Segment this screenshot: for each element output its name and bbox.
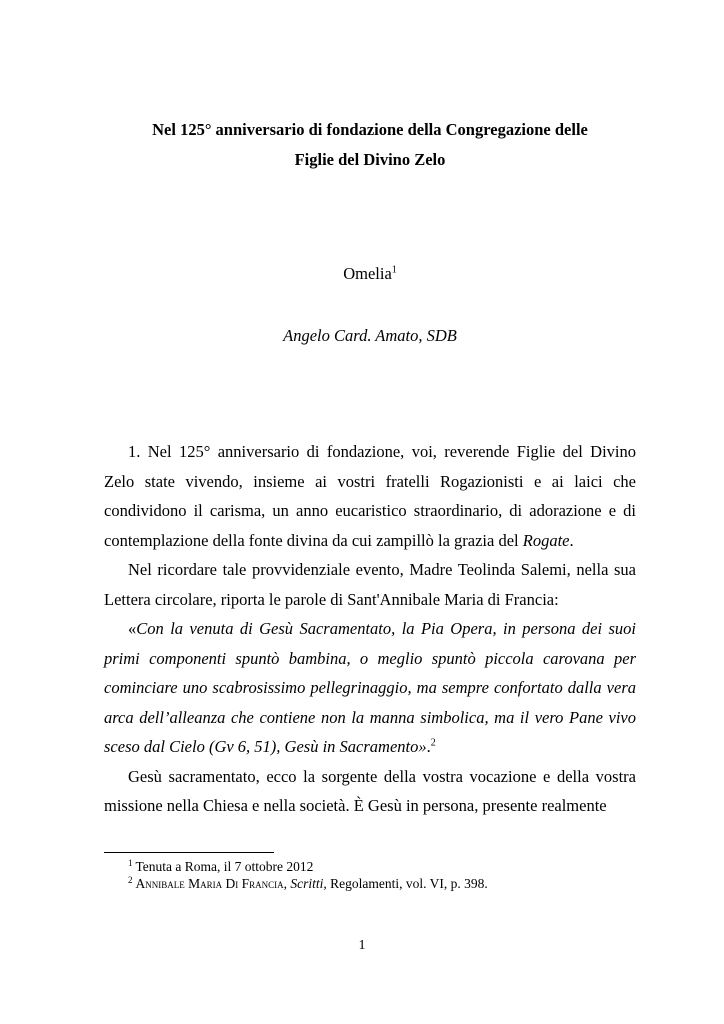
- page-number: 1: [358, 938, 366, 953]
- paragraph-1: [104, 437, 636, 555]
- footnote-2-number: 2: [128, 874, 133, 885]
- paragraph-2: Nel ricordare tale provvidenziale evento, Madre Teolinda Salemi, nella sua Lettera circolare, riporta le parole di Sant'Annibale Maria di Francia:: [104, 560, 636, 609]
- footnote-1: [128, 858, 628, 875]
- footnote-2: [128, 875, 628, 892]
- footnote-1-text: Tenuta a Roma, il 7 ottobre 2012: [135, 859, 314, 874]
- footnote-ref-1: 1: [391, 264, 397, 276]
- footnote-2-author: Annibale Maria Di Francia: [135, 876, 284, 891]
- paragraph-1-end: .: [569, 530, 574, 550]
- section-heading: [104, 264, 636, 284]
- quote-end: .: [426, 737, 431, 756]
- footnote-2-work: Scritti: [290, 876, 324, 891]
- paragraph-4: Gesù sacramentato, ecco la sorgente della vostra vocazione e della vostra missione nella Chiesa e nella società. È Gesù in persona, presente realmente: [104, 766, 636, 815]
- footnote-2-sep: ,: [283, 876, 291, 891]
- heading-text: Omelia: [343, 264, 392, 283]
- title-line-1: Nel 125° anniversario di fondazione della Congregazione delle: [152, 120, 588, 139]
- footnote-2-rest: , Regolamenti, vol. VI, p. 398.: [323, 876, 488, 891]
- footnote-divider: [104, 852, 274, 853]
- quote-text: Con la venuta di Gesù Sacramentato, la Pia Opera, in persona dei suoi primi componenti spuntò bambina, o meglio spuntò piccola carovana per cominciare uno scabrosissimo pellegrinaggio, ma sempre confortato dalla vera arca dell’alleanza che contiene non la manna simbolica, ma il vero Pane vivo sceso dal Cielo (Gv 6, 51), Gesù in Sacramento»: [104, 619, 636, 756]
- footnotes: [128, 858, 628, 892]
- quote-paragraph: [104, 614, 636, 762]
- paragraph-1-italic: Rogate: [522, 530, 570, 550]
- body-text: [104, 437, 636, 821]
- paragraph-1-text: 1. Nel 125° anniversario di fondazione, voi, reverende Figlie del Divino Zelo state vivendo, insieme ai vostri fratelli Rogazionisti e ai laici che condividono il carisma, un anno eucaristico straordinario, di adorazione e di contemplazione della fonte divina da cui zampillò la grazia del: [104, 442, 636, 550]
- footnote-ref-2: 2: [430, 737, 436, 749]
- footnote-1-number: 1: [128, 857, 133, 868]
- title-line-2: Figlie del Divino Zelo: [294, 150, 446, 169]
- author-line: Angelo Card. Amato, SDB: [283, 326, 457, 345]
- quote-open: «: [128, 619, 137, 638]
